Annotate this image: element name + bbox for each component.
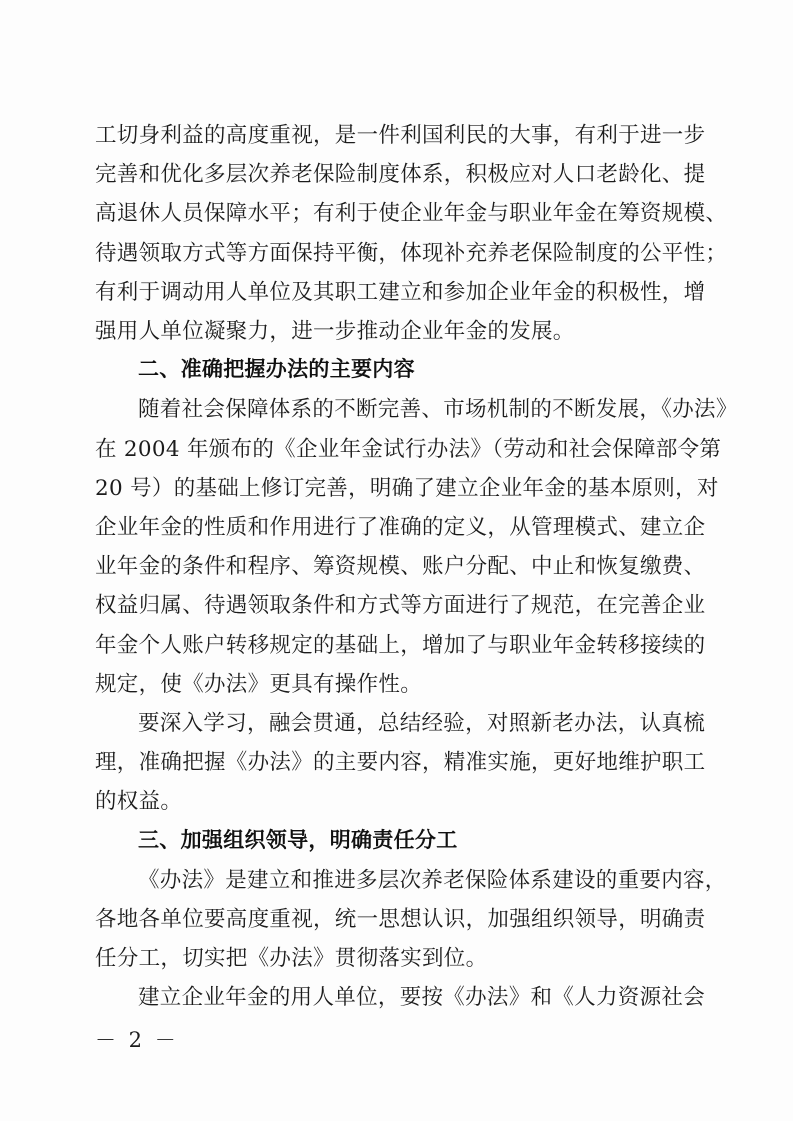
paragraph-line: 的权益。 [95,789,183,815]
page-number: － 2 － [95,1027,179,1052]
paragraph-line: 强用人单位凝聚力，进一步推动企业年金的发展。 [95,319,575,344]
paragraph-line: 理，准确把握《办法》的主要内容，精准实施，更好地维护职工 [95,750,706,776]
paragraph-line: 任分工，切实把《办法》贯彻落实到位。 [95,946,488,972]
section-heading-3: 三、加强组织领导，明确责任分工 [138,827,458,852]
paragraph-line: 各地各单位要高度重视，统一思想认识，加强组织领导，明确责 [95,907,706,932]
paragraph-line: 规定，使《办法》更具有操作性。 [95,671,423,697]
paragraph-line: 要深入学习，融会贯通，总结经验，对照新老办法，认真梳 [138,711,705,736]
paragraph-line: 在 2004 年颁布的《企业年金试行办法》（劳动和社会保障部令第 [95,436,722,462]
paragraph-line: 完善和优化多层次养老保险制度体系，积极应对人口老龄化、提 [95,162,706,188]
paragraph-line: 《办法》是建立和推进多层次养老保险体系建设的重要内容， [138,867,727,893]
paragraph-line: 年金个人账户转移规定的基础上，增加了与职业年金转移接续的 [95,632,706,658]
paragraph-line: 高退休人员保障水平；有利于使企业年金与职业年金在筹资规模、 [95,201,728,227]
paragraph-line: 工切身利益的高度重视，是一件利国利民的大事，有利于进一步 [95,123,706,148]
section-heading-2: 二、准确把握办法的主要内容 [138,357,415,382]
paragraph-line: 待遇领取方式等方面保持平衡，体现补充养老保险制度的公平性； [95,240,728,266]
paragraph-line: 随着社会保障体系的不断完善、市场机制的不断发展，《办法》 [138,397,738,423]
paragraph-line: 权益归属、待遇领取条件和方式等方面进行了规范，在完善企业 [95,593,706,619]
paragraph-line: 有利于调动用人单位及其职工建立和参加企业年金的积极性，增 [95,279,706,305]
paragraph-line: 业年金的条件和程序、筹资规模、账户分配、中止和恢复缴费、 [95,554,706,580]
paragraph-line: 建立企业年金的用人单位，要按《办法》和《人力资源社会 [138,985,705,1011]
paragraph-line: 企业年金的性质和作用进行了准确的定义，从管理模式、建立企 [95,515,706,540]
paragraph-line: 20 号）的基础上修订完善，明确了建立企业年金的基本原则，对 [95,475,719,501]
